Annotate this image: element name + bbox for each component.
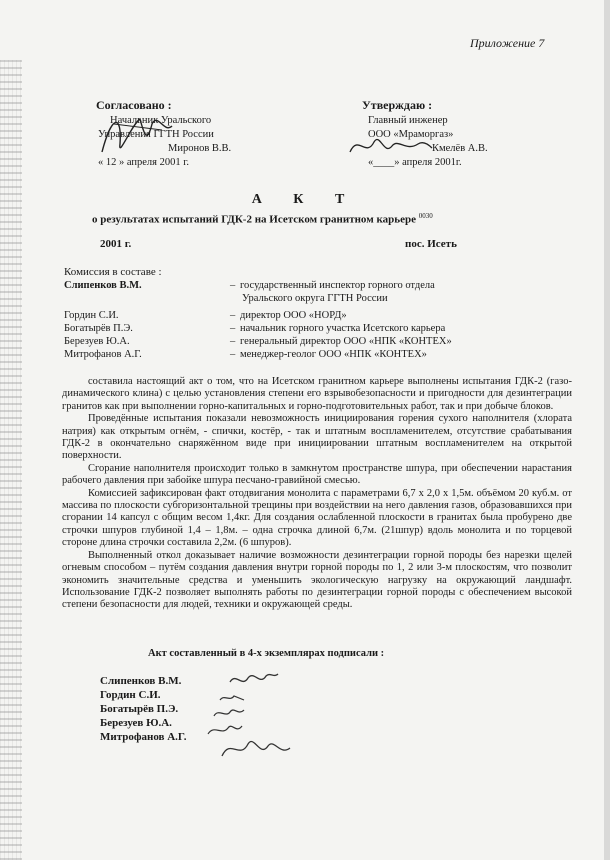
member-name: Слипенков В.М. — [64, 280, 142, 291]
signers-list — [100, 674, 186, 744]
member-dash: – — [230, 323, 236, 334]
signatures-handwritten — [200, 664, 320, 774]
member-dash: – — [230, 310, 236, 321]
member-dash: – — [230, 349, 236, 360]
member-role: менеджер-геолог ООО «НПК «КОНТЕХ» — [240, 349, 427, 360]
member-role: генеральный директор ООО «НПК «КОНТЕХ» — [240, 336, 452, 347]
signer-name: Богатырёв П.Э. — [100, 703, 179, 715]
member-name: Березуев Ю.А. — [64, 336, 130, 347]
closing-line: Акт составленный в 4-х экземплярах подписали : — [148, 648, 385, 659]
signature-kmelev — [344, 128, 434, 164]
signature-mironov — [92, 104, 182, 164]
appendix-label: Приложение 7 — [470, 36, 545, 50]
body-paragraph: Сгорание наполнителя происходит только в замкнутом пространстве шпура, при обеспечении нарастания рабочего давления при забойке шпура песчано-гравийной смесью. — [62, 462, 572, 487]
member-name: Богатырёв П.Э. — [64, 323, 133, 334]
member-name: Митрофанов А.Г. — [64, 349, 142, 360]
member-dash: – — [230, 336, 236, 347]
body-paragraph: составила настоящий акт о том, что на Исетском гранитном карьере выполнены испытания ГДК-2 (газо-динамического клина) с целью установления степени его взрывобезопасности и пригодности для дезинтеграции гранитов как при выполнении горно-капитальных и горно-подготовительных работ, так и при добыче блоков. — [62, 376, 572, 412]
document-subtitle — [92, 212, 433, 226]
body-paragraph: Комиссией зафиксирован факт отодвигания монолита с параметрами 6,7 х 2,0 х 1,5м. объёмом 20 куб.м. от массива по плоскости субгоризонтальной трещины при воздействии на него давления газов, образовавшихся при сгорании 14 капсул с общим весом 1,4кг. Для создания ослабленной плоскости в гранитах была пробурено две строчки шпуров глубиной 1,4 – 1,8м. – одна строчка длиной 6,7м. (21шпур) вдоль монолита и по торцевой стороне длина строчки составила 2,2м. (6 шпуров). — [62, 487, 572, 549]
approval-left-line: Миронов В.В. — [168, 143, 232, 154]
document-body — [62, 376, 572, 612]
approval-left-heading: Согласовано : — [96, 98, 172, 112]
scan-noise-left — [0, 60, 22, 860]
document-title: А К Т — [251, 192, 359, 207]
member-dash: – — [230, 280, 236, 291]
signer-name: Березуев Ю.А. — [100, 717, 172, 729]
approval-right-date: «____» апреля 2001г. — [368, 157, 462, 168]
document-year: 2001 г. — [100, 238, 132, 250]
body-paragraph: Проведённые испытания показали невозможность инициирования горения сухого наполнителя (хлората натрия) как открытым огнём, - спички, костёр, - так и штатным воспламенителем, отсутствие срабатывания ГДК-2 в окончательно снаряжённом виде при инициировании штатным воспламенителем на открытой поверхности. — [62, 413, 572, 462]
approval-left-line: Управления ГГТН России — [98, 129, 214, 140]
approval-right-line: Кмелёв А.В. — [432, 143, 488, 154]
approval-right-line: Главный инженер — [368, 115, 448, 126]
approval-right-heading: Утверждаю : — [362, 98, 433, 112]
signer-name: Митрофанов А.Г. — [100, 731, 187, 743]
approval-left-line: Начальник Уральского — [110, 115, 212, 126]
subtitle-text: о результатах испытаний ГДК-2 на Исетском гранитном карьере — [92, 213, 416, 226]
document-place: пос. Исеть — [405, 238, 457, 250]
member-role: Уральского округа ГГТН России — [242, 293, 388, 304]
member-name: Гордин С.И. — [64, 310, 119, 321]
signer-name: Гордин С.И. — [100, 689, 161, 701]
approval-right-line: ООО «Мраморгаз» — [368, 129, 454, 140]
signer-name: Слипенков В.М. — [100, 675, 182, 687]
member-role: директор ООО «НОРД» — [240, 310, 347, 321]
member-role: государственный инспектор горного отдела — [240, 280, 435, 291]
member-role: начальник горного участка Исетского карьера — [240, 323, 446, 334]
commission-title: Комиссия в составе : — [64, 266, 162, 278]
scan-edge-right — [604, 0, 610, 860]
subtitle-mark: 0030 — [418, 212, 433, 220]
body-paragraph: Выполненный откол доказывает наличие возможности дезинтеграции горной породы без нарезки щелей огневым способом – путём создания давления внутри горной породы по 1, 2 или 3-м плоскостям, что позволит экономить значительные средства и уменьшить экологическую нагрузку на окружающий ландшафт. Использование ГДК-2 позволяет выполнять работы по дезинтеграции горной породы с обеспечением высокой степени безопасности для людей, техники и окружающей среды. — [62, 549, 572, 611]
approval-left-date: « 12 » апреля 2001 г. — [98, 157, 189, 168]
